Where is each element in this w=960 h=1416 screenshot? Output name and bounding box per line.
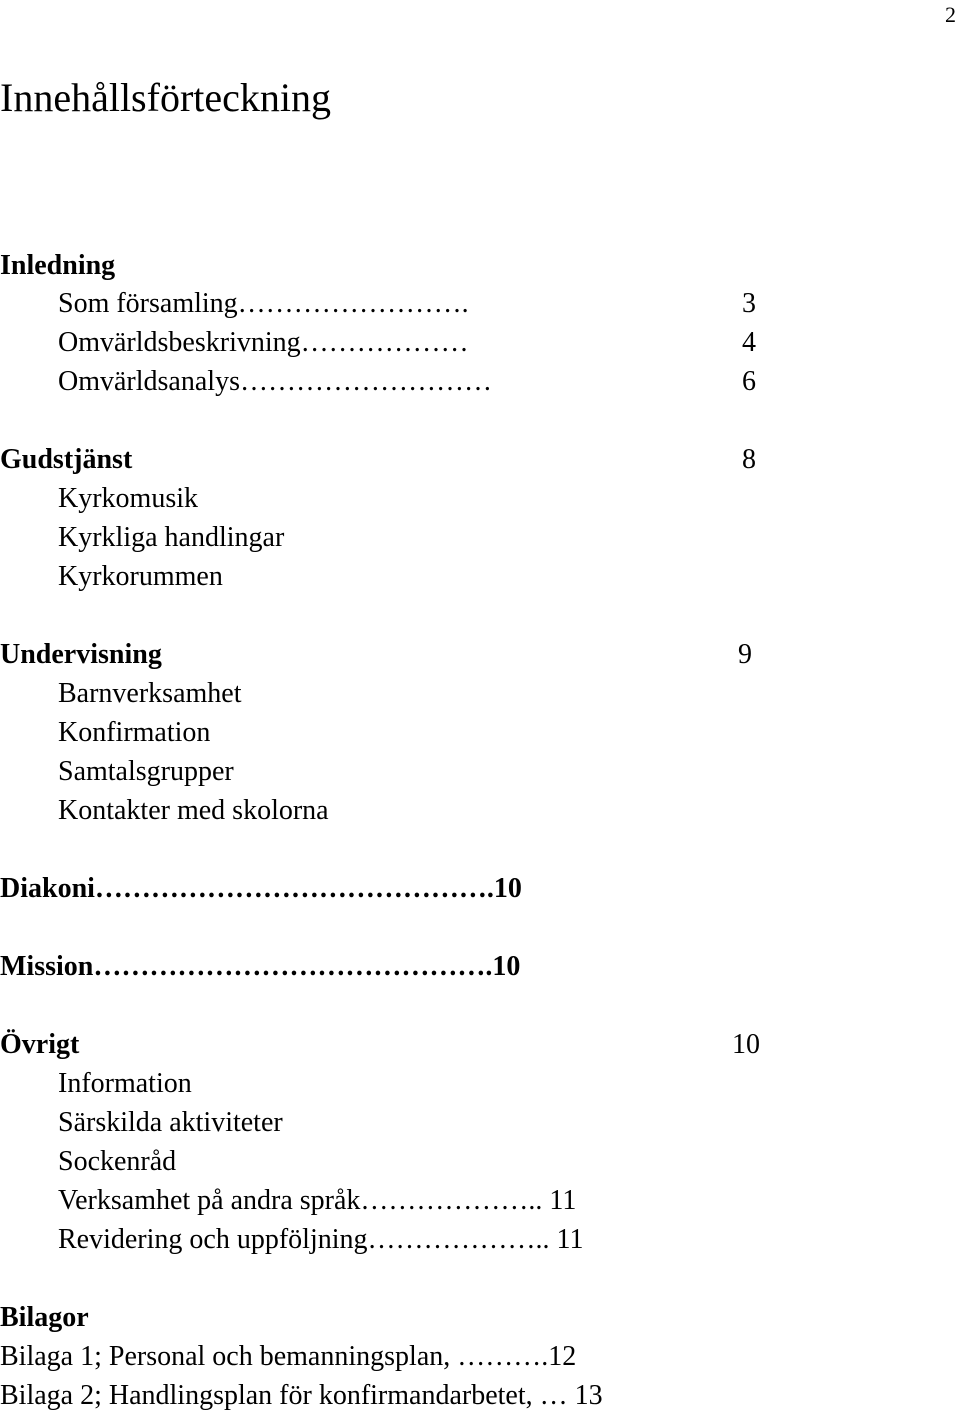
toc-heading-undervisning: Undervisning — [0, 639, 162, 670]
toc-item-kyrkorummen: Kyrkorummen — [58, 561, 223, 592]
toc-item-omvarldsanalys: Omvärldsanalys……………………… — [58, 366, 492, 397]
toc-item-bilaga-1: Bilaga 1; Personal och bemanningsplan, ……….12 — [0, 1341, 577, 1372]
toc-item-konfirmation: Konfirmation — [58, 717, 211, 748]
toc-item-information: Information — [58, 1068, 192, 1099]
page-number: 2 — [945, 2, 956, 27]
toc-item-samtalsgrupper: Samtalsgrupper — [58, 756, 234, 787]
toc-item-sockenrad: Sockenråd — [58, 1146, 177, 1177]
toc-item-kyrkliga-handlingar: Kyrkliga handlingar — [58, 522, 285, 553]
toc-item-omvarldsbeskrivning: Omvärldsbeskrivning……………… — [58, 327, 469, 358]
toc-heading-diakoni: Diakoni…………………………………….10 — [0, 873, 522, 904]
toc-item-kontakter-med-skolorna: Kontakter med skolorna — [58, 795, 329, 826]
toc-page-ovrigt: 10 — [732, 1029, 760, 1060]
toc-page-som-forsamling: 3 — [742, 288, 756, 319]
document-title: Innehållsförteckning — [0, 75, 331, 120]
toc-page-gudstjanst: 8 — [742, 444, 756, 475]
toc-page-omvarldsbeskrivning: 4 — [742, 327, 756, 358]
toc-item-kyrkomusik: Kyrkomusik — [58, 483, 198, 514]
toc-item-verksamhet-andra-sprak: Verksamhet på andra språk……………….. 11 — [58, 1185, 577, 1216]
toc-heading-gudstjanst: Gudstjänst — [0, 444, 133, 475]
toc-page-undervisning: 9 — [738, 639, 752, 670]
toc-item-sarskilda-aktiviteter: Särskilda aktiviteter — [58, 1107, 283, 1138]
toc-heading-inledning: Inledning — [0, 250, 116, 281]
toc-item-bilaga-2: Bilaga 2; Handlingsplan för konfirmandarbetet, … 13 — [0, 1380, 603, 1411]
toc-heading-ovrigt: Övrigt — [0, 1029, 80, 1060]
toc-page-omvarldsanalys: 6 — [742, 366, 756, 397]
toc-heading-mission: Mission…………………………………….10 — [0, 951, 521, 982]
toc-heading-bilagor: Bilagor — [0, 1302, 89, 1333]
toc-item-barnverksamhet: Barnverksamhet — [58, 678, 242, 709]
toc-item-som-forsamling: Som församling……………………. — [58, 288, 469, 319]
toc-item-revidering: Revidering och uppföljning……………….. 11 — [58, 1224, 584, 1255]
